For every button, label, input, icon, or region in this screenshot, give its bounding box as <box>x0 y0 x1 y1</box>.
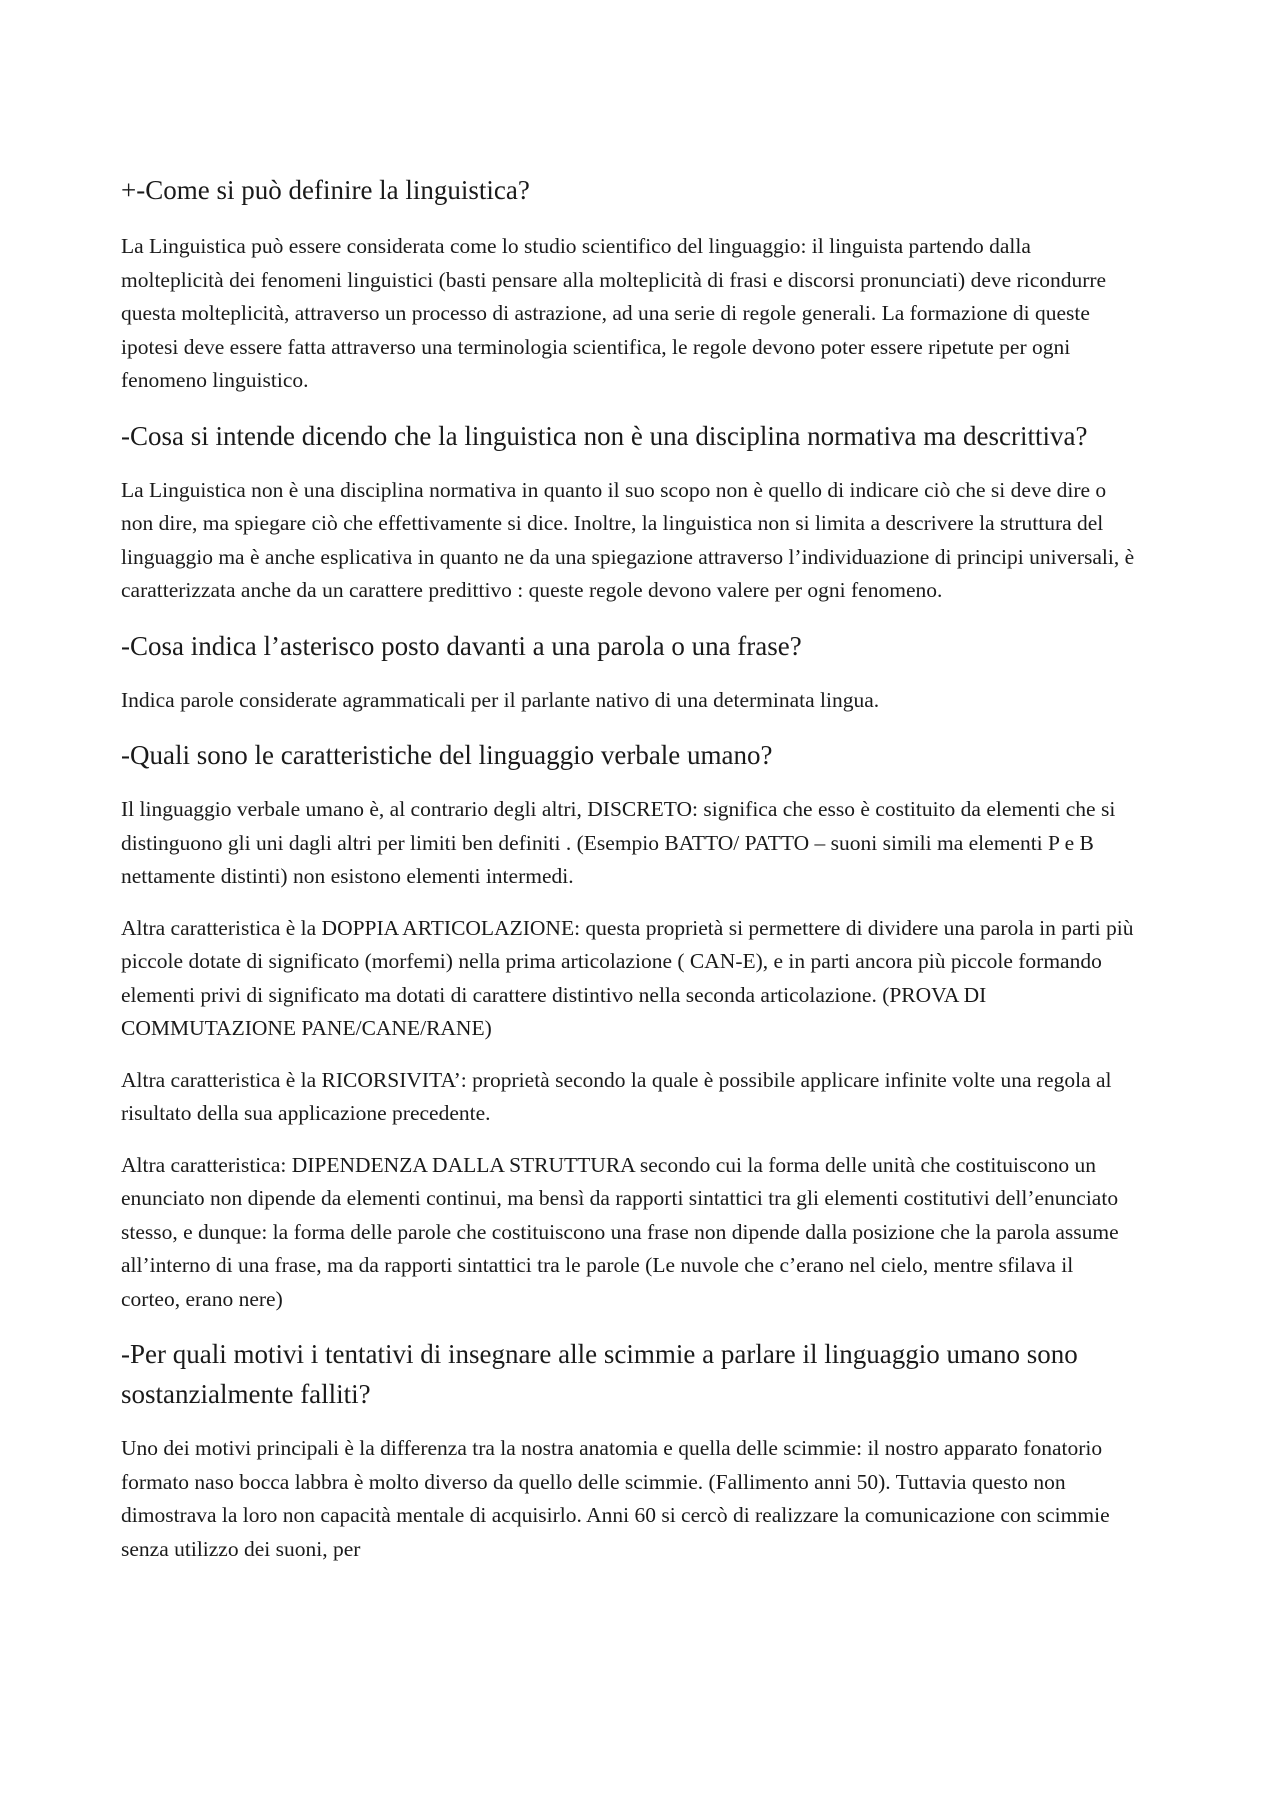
answer-paragraph: Altra caratteristica è la DOPPIA ARTICOLAZIONE: questa proprietà si permettere di dividere una parola in parti più piccole dotate di significato (morfemi) nella prima articolazione ( CAN-E), e in parti ancora più piccole formando elementi privi di significato ma dotati di carattere distintivo nella seconda articolazione. (PROVA DI COMMUTAZIONE PANE/CANE/RANE) <box>121 915 1134 1040</box>
section-definizione-linguistica <box>121 170 1136 398</box>
answer-paragraph: Il linguaggio verbale umano è, al contrario degli altri, DISCRETO: significa che esso è costituito da elementi che si distinguono gli uni dagli altri per limiti ben definiti . (Esempio BATTO/ PATTO – suoni simili ma elementi P e B nettamente distinti) non esistono elementi intermedi. <box>121 797 1116 888</box>
section-asterisco <box>121 626 1136 718</box>
question-heading: -Cosa indica l’asterisco posto davanti a una parola o una frase? <box>121 630 802 661</box>
question-heading: -Per quali motivi i tentativi di insegnare alle scimmie a parlare il linguaggio umano sono sostanzialmente falliti? <box>121 1339 1078 1409</box>
question-heading: -Quali sono le caratteristiche del linguaggio verbale umano? <box>121 740 773 770</box>
question-heading: -Cosa si intende dicendo che la linguistica non è una disciplina normativa ma descrittiva? <box>121 420 1088 451</box>
answer-paragraph: Altra caratteristica: DIPENDENZA DALLA STRUTTURA secondo cui la forma delle unità che costituiscono un enunciato non dipende da elementi continui, ma bensì da rapporti sintattici tra gli elementi costitutivi dell’enunciato stesso, e dunque: la forma delle parole che costituiscono una frase non dipende dalla posizione che la parola assume all’interno di una frase, ma da rapporti sintattici tra le parole (Le nuvole che c’erano nel cielo, mentre sfilava il corteo, erano nere) <box>121 1152 1119 1311</box>
answer-paragraph: Uno dei motivi principali è la differenza tra la nostra anatomia e quella delle scimmie: il nostro apparato fonatorio formato naso bocca labbra è molto diverso da quello delle scimmie. (Fallimento anni 50). Tuttavia questo non dimostrava la loro non capacità mentale di acquisirlo. Anni 60 si cercò di realizzare la comunicazione con scimmie senza utilizzo dei suoni, per <box>121 1436 1110 1561</box>
section-scimmie <box>121 1334 1136 1566</box>
section-normativa-descrittiva <box>121 416 1136 608</box>
answer-paragraph: Altra caratteristica è la RICORSIVITA’: proprietà secondo la quale è possibile applicare infinite volte una regola al risultato della sua applicazione precedente. <box>121 1067 1112 1125</box>
answer-paragraph: La Linguistica non è una disciplina normativa in quanto il suo scopo non è quello di indicare ciò che si deve dire o non dire, ma spiegare ciò che effettivamente si dice. Inoltre, la linguistica non si limita a descrivere la struttura del linguaggio ma è anche esplicativa in quanto ne da una spiegazione attraverso l’individuazione di principi universali, è caratterizzata anche da un carattere predittivo : queste regole devono valere per ogni fenomeno. <box>121 477 1135 602</box>
document-page <box>121 170 1136 1584</box>
section-caratteristiche-linguaggio <box>121 735 1136 1316</box>
answer-paragraph: La Linguistica può essere considerata come lo studio scientifico del linguaggio: il linguista partendo dalla molteplicità dei fenomeni linguistici (basti pensare alla molteplicità di frasi e discorsi pronunciati) deve ricondurre questa molteplicità, attraverso un processo di astrazione, ad una serie di regole generali. La formazione di queste ipotesi deve essere fatta attraverso una terminologia scientifica, le regole devono poter essere ripetute per ogni fenomeno linguistico. <box>121 234 1107 392</box>
question-heading: +-Come si può definire la linguistica? <box>121 175 530 205</box>
answer-paragraph: Indica parole considerate agrammaticali per il parlante nativo di una determinata lingua. <box>121 687 880 712</box>
